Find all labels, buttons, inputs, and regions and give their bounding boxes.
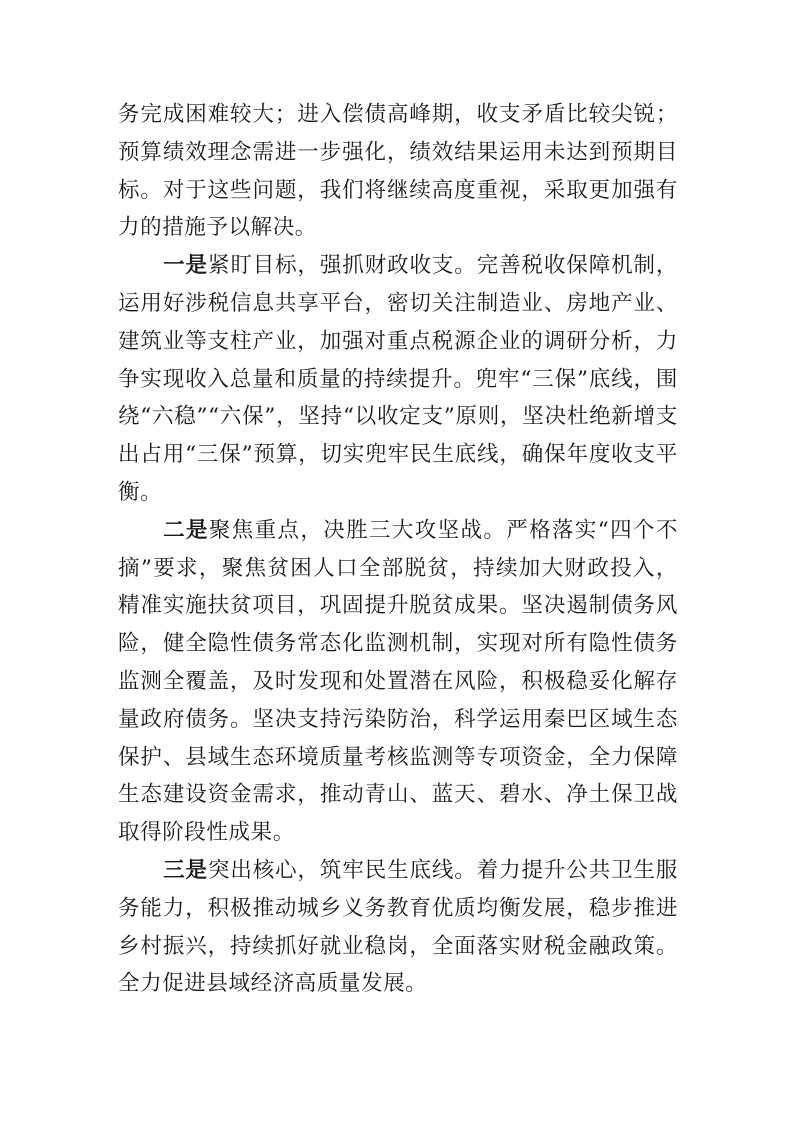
paragraph-text: 紧盯目标，强抓财政收支。完善税收保障机制，运用好涉税信息共享平台，密切关注制造业、房地产业、建筑业等支柱产业，加强对重点税源企业的调研分析，力争实现收入总量和质量的持续提升。兜牢“三保”底线，围绕“六稳”“六保”，坚持“以收定支”原则，坚决杜绝新增支出占用“三保”预算，切实兜牢民生底线，确保年度收支平衡。	[118, 253, 678, 505]
paragraph-point-three	[118, 852, 678, 1003]
paragraph-point-two	[118, 512, 678, 852]
paragraph-lead: 三是	[163, 857, 208, 883]
document-body	[118, 96, 678, 1003]
paragraph-lead: 二是	[163, 517, 209, 543]
paragraph-text: 突出核心，筑牢民生底线。着力提升公共卫生服务能力，积极推动城乡义务教育优质均衡发展，稳步推进乡村振兴，持续抓好就业稳岗，全面落实财税金融政策。全力促进县域经济高质量发展。	[118, 857, 678, 997]
paragraph-text: 务完成困难较大；进入偿债高峰期，收支矛盾比较尖锐；预算绩效理念需进一步强化，绩效结果运用未达到预期目标。对于这些问题，我们将继续高度重视，采取更加强有力的措施予以解决。	[118, 102, 678, 241]
paragraph-point-one	[118, 247, 678, 512]
paragraph-text: 聚焦重点，决胜三大攻坚战。严格落实“四个不摘”要求，聚焦贫困人口全部脱贫，持续加大财政投入，精准实施扶贫项目，巩固提升脱贫成果。坚决遏制债务风险，健全隐性债务常态化监测机制，实现对所有隐性债务监测全覆盖，及时发现和处置潜在风险，积极稳妥化解存量政府债务。坚决支持污染防治，科学运用秦巴区域生态保护、县域生态环境质量考核监测等专项资金，全力保障生态建设资金需求，推动青山、蓝天、碧水、净土保卫战取得阶段性成果。	[118, 517, 679, 846]
paragraph-continuation	[118, 96, 678, 247]
paragraph-lead: 一是	[163, 253, 208, 279]
